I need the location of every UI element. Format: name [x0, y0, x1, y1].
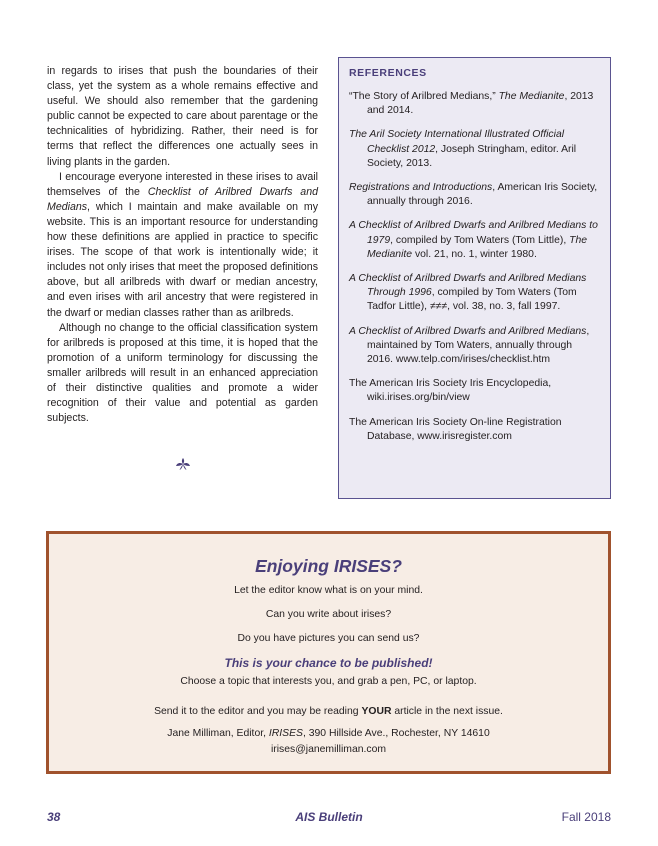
ref-title: A Checklist of Arilbred Dwarfs and Arilbred Medians to 1979: [349, 220, 598, 246]
text-run: vol. 21, no. 1, winter 1980.: [412, 248, 537, 260]
text-run: “The Story of Arilbred Medians,”: [349, 91, 499, 102]
page-number: 38: [47, 810, 61, 824]
article-body: [47, 64, 318, 426]
iris-flower-icon-svg: [175, 457, 191, 471]
article-paragraph: in regards to irises that push the boundaries of their class, yet the system as a whole remains effective and useful. We should also remember that the gardening public cannot be expected to care about parentage or the technicalities of hybridizing. Rather, their need is for terms that reflect the differences one actually sees in living plants in the garden.: [47, 65, 318, 168]
reference-item: The American Iris Society Iris Encyclopedia, wiki.irises.org/bin/view: [349, 378, 552, 404]
promo-editor-address: [49, 727, 608, 741]
text-run: , 390 Hillside Ave., Rochester, NY 14610: [302, 728, 490, 739]
references-box: [338, 57, 611, 499]
ref-title: The Medianite: [498, 91, 565, 102]
reference-item: [349, 128, 600, 171]
promo-line: Choose a topic that interests you, and grab a pen, PC, or laptop.: [180, 676, 477, 687]
text-run: , vol. 38, no. 3, fall 1997.: [447, 301, 561, 313]
promo-callout: This is your chance to be published!: [224, 656, 433, 670]
promo-line: Do you have pictures you can send us?: [237, 633, 420, 644]
text-run: , Joseph Stringham, editor. Aril Society, 2013.: [367, 143, 577, 169]
ref-title: The Aril Society International Illustrated Official Checklist 2012: [349, 129, 565, 155]
text-run: article in the next issue.: [391, 706, 503, 717]
text-run: , which I maintain and make available on my website. This is an important resource for understanding how these definitions are applied in practice to specific irises. The scope of that work is intentionally wide; it includes not only irises that meet the proposed definitions above, but all arilbreds with dwarf or median ancestry, and even irises with aril ancestry that were registered in the dwarf or median classes rather than as arilbreds.: [47, 200, 318, 319]
article-paragraph: [47, 170, 318, 321]
checklist-title: Checklist of Arilbred Dwarfs and Medians: [47, 185, 318, 213]
promo-line: [49, 705, 608, 719]
reference-item: [349, 325, 600, 368]
issue-label: Fall 2018: [561, 810, 611, 824]
ref-title: The Medianite: [367, 234, 588, 260]
publication-name: IRISES: [268, 728, 303, 739]
ref-title: A Checklist of Arilbred Dwarfs and Arilbred Medians: [349, 325, 587, 337]
emphasis: YOUR: [361, 706, 392, 717]
reference-item: [349, 181, 600, 209]
promo-line: Let the editor know what is on your mind.: [234, 585, 423, 596]
reference-item: [349, 90, 600, 118]
publication-name: AIS Bulletin: [295, 810, 363, 824]
text-run: , maintained by Tom Waters, annually through 2016. www.telp.com/irises/checklist.htm: [367, 325, 590, 366]
page-footer: [0, 810, 658, 826]
promo-box: [46, 531, 611, 774]
promo-editor-email: irises@janemilliman.com: [270, 744, 387, 755]
text-run: , compiled by Tom Waters (Tom Tadfor Little),: [367, 287, 577, 313]
iris-flower-icon: [175, 457, 191, 473]
reference-item: [349, 272, 600, 315]
ref-title: A Checklist of Arilbred Dwarfs and Arilbred Medians Through 1996: [349, 273, 587, 299]
text-run: , 2013 and 2014.: [367, 91, 594, 117]
ref-title: ≠≠≠: [429, 301, 448, 313]
promo-title: Enjoying IRISES?: [255, 556, 402, 576]
text-run: , compiled by Tom Waters (Tom Little),: [390, 234, 570, 246]
reference-item: The American Iris Society On-line Registration Database, www.irisregister.com: [349, 416, 562, 442]
text-run: Send it to the editor and you may be reading: [154, 706, 362, 717]
references-heading: REFERENCES: [349, 67, 427, 79]
text-run: I encourage everyone interested in these irises to avail themselves of the: [47, 170, 318, 198]
ref-title: Registrations and Introductions: [349, 182, 493, 194]
reference-item: [349, 219, 600, 262]
text-run: , American Iris Society, annually through 2016.: [367, 182, 598, 208]
text-run: Jane Milliman, Editor,: [167, 728, 269, 739]
article-paragraph: Although no change to the official classification system for arilbreds is proposed at this time, it is hoped that the promotion of a uniform terminology for discussing the smaller arilbreds will result in an enhanced appreciation of their distinctive qualities and promote a wider recognition of their value and potential as garden subjects.: [47, 321, 318, 425]
promo-line: Can you write about irises?: [265, 609, 392, 620]
